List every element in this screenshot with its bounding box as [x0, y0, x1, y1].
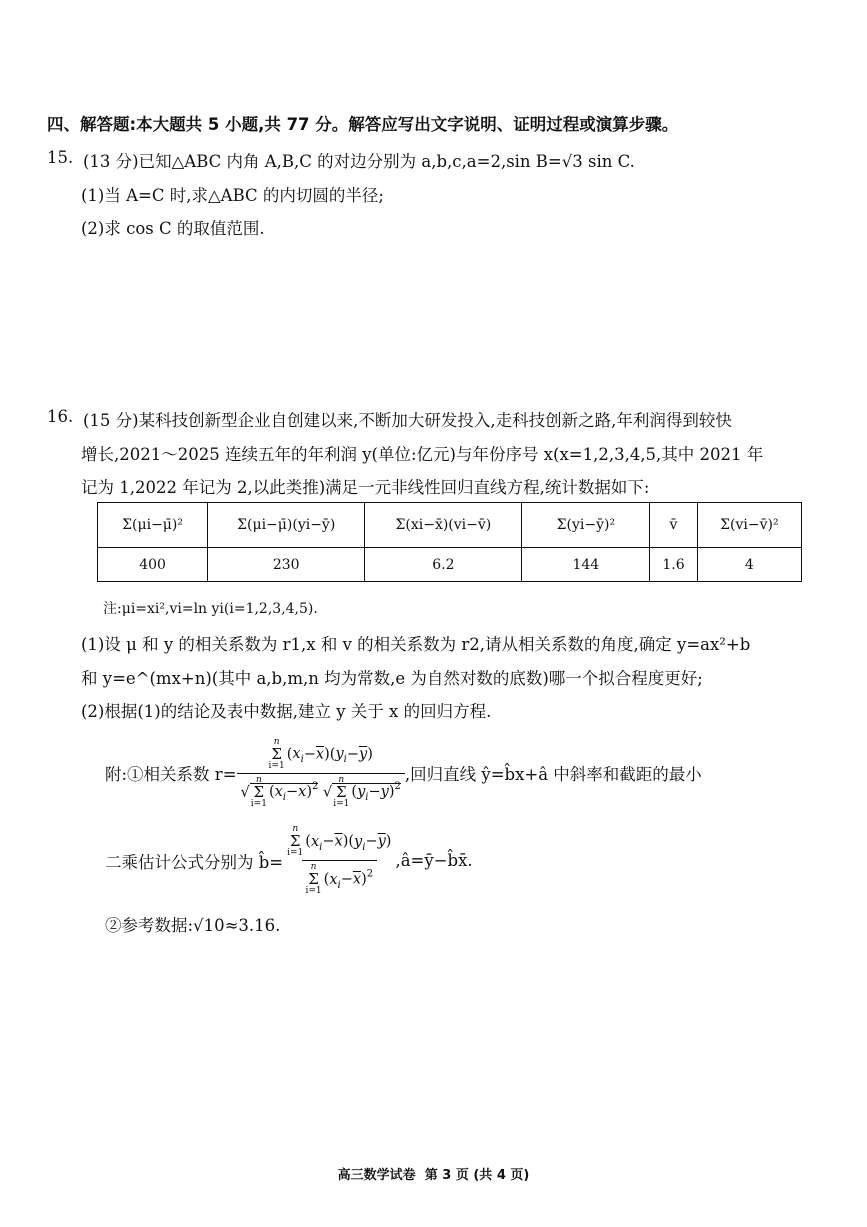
q15-part1: (1)当 A=C 时,求△ABC 的内切圆的半径;: [81, 186, 384, 205]
slope-fraction: [283, 825, 395, 896]
page-footer: 高三数学试卷 第 3 页 (共 4 页): [337, 1168, 530, 1183]
q16-stem-line1: (15 分)某科技创新型企业自创建以来,不断加大研发投入,走科技创新之路,年利润得到较快: [83, 411, 732, 430]
q16-stem-line2: 增长,2021～2025 连续五年的年利润 y(单位:亿元)与年份序号 x(x=1,2,3,4,5,其中 2021 年: [81, 445, 764, 464]
appendix2-prefix: 二乘估计公式分别为 b̂=: [105, 852, 284, 872]
appendix-reference-data: ②参考数据:√10≈3.16.: [105, 916, 281, 935]
q15-stem: (13 分)已知△ABC 内角 A,B,C 的对边分别为 a,b,c,a=2,sin B=√3 sin C.: [83, 152, 635, 171]
q16-part1-line1: (1)设 μ 和 y 的相关系数为 r1,x 和 v 的相关系数为 r2,请从相关系数的角度,确定 y=ax²+b: [81, 635, 751, 654]
table-header-cell: Σ(yi−ȳ)²: [522, 503, 650, 548]
statistics-table: [97, 502, 802, 582]
table-value-cell: 6.2: [365, 548, 522, 582]
q16-part1-line2: 和 y=e^(mx+n)(其中 a,b,m,n 均为常数,e 为自然对数的底数)哪一个拟合程度更好;: [81, 669, 703, 688]
appendix2-suffix: ,â=ȳ−b̂x̄.: [395, 851, 473, 870]
slope-denominator: n Σ i=1 $(x_i-\overline{x})^2$: [302, 860, 378, 896]
correlation-fraction: [237, 738, 405, 809]
appendix1-suffix: ,回归直线 ŷ=b̂x+â 中斜率和截距的最小: [404, 765, 702, 784]
table-value-cell: 1.6: [650, 548, 698, 582]
section-header: 四、解答题:本大题共 5 小题,共 77 分。解答应写出文字说明、证明过程或演算步骤。: [47, 115, 679, 134]
q16-stem-line3: 记为 1,2022 年记为 2,以此类推)满足一元非线性回归直线方程,统计数据如下:: [81, 478, 650, 497]
table-header-cell: v̄: [650, 503, 698, 548]
q15-number: 15.: [47, 148, 74, 167]
table-value-cell: 400: [98, 548, 208, 582]
q15-part2: (2)求 cos C 的取值范围.: [81, 219, 265, 238]
q16-note: 注:μi=xi²,vi=ln yi(i=1,2,3,4,5).: [103, 601, 318, 617]
q16-number: 16.: [47, 407, 74, 426]
appendix-least-squares-formula: [105, 823, 473, 898]
correlation-numerator: n Σ i=1 $(x_i-\overline{x})(y_i-\overline{y})$: [268, 736, 373, 771]
table-value-cell: 144: [522, 548, 650, 582]
q16-part2: (2)根据(1)的结论及表中数据,建立 y 关于 x 的回归方程.: [81, 702, 492, 721]
table-header-cell: Σ(vi−v̄)²: [697, 503, 801, 548]
table-header-cell: Σ(xi−x̄)(vi−v̄): [365, 503, 522, 548]
table-header-cell: Σ(μi−μ̄)(yi−ȳ): [208, 503, 365, 548]
table-header-cell: Σ(μi−μ̄)²: [98, 503, 208, 548]
table-value-cell: 230: [208, 548, 365, 582]
correlation-denominator: √ n Σ i=1 $(x_i-\overline{x})^2$ √ n Σ i=1 $(y_i-\overline{y})^2$: [237, 773, 405, 809]
table-value-cell: 4: [697, 548, 801, 582]
appendix1-prefix: 附:①相关系数 r=: [105, 765, 237, 784]
appendix-correlation-formula: [105, 733, 702, 813]
slope-numerator: n Σ i=1 $(x_i-\overline{x})(y_i-\overline{y})$: [287, 824, 392, 858]
